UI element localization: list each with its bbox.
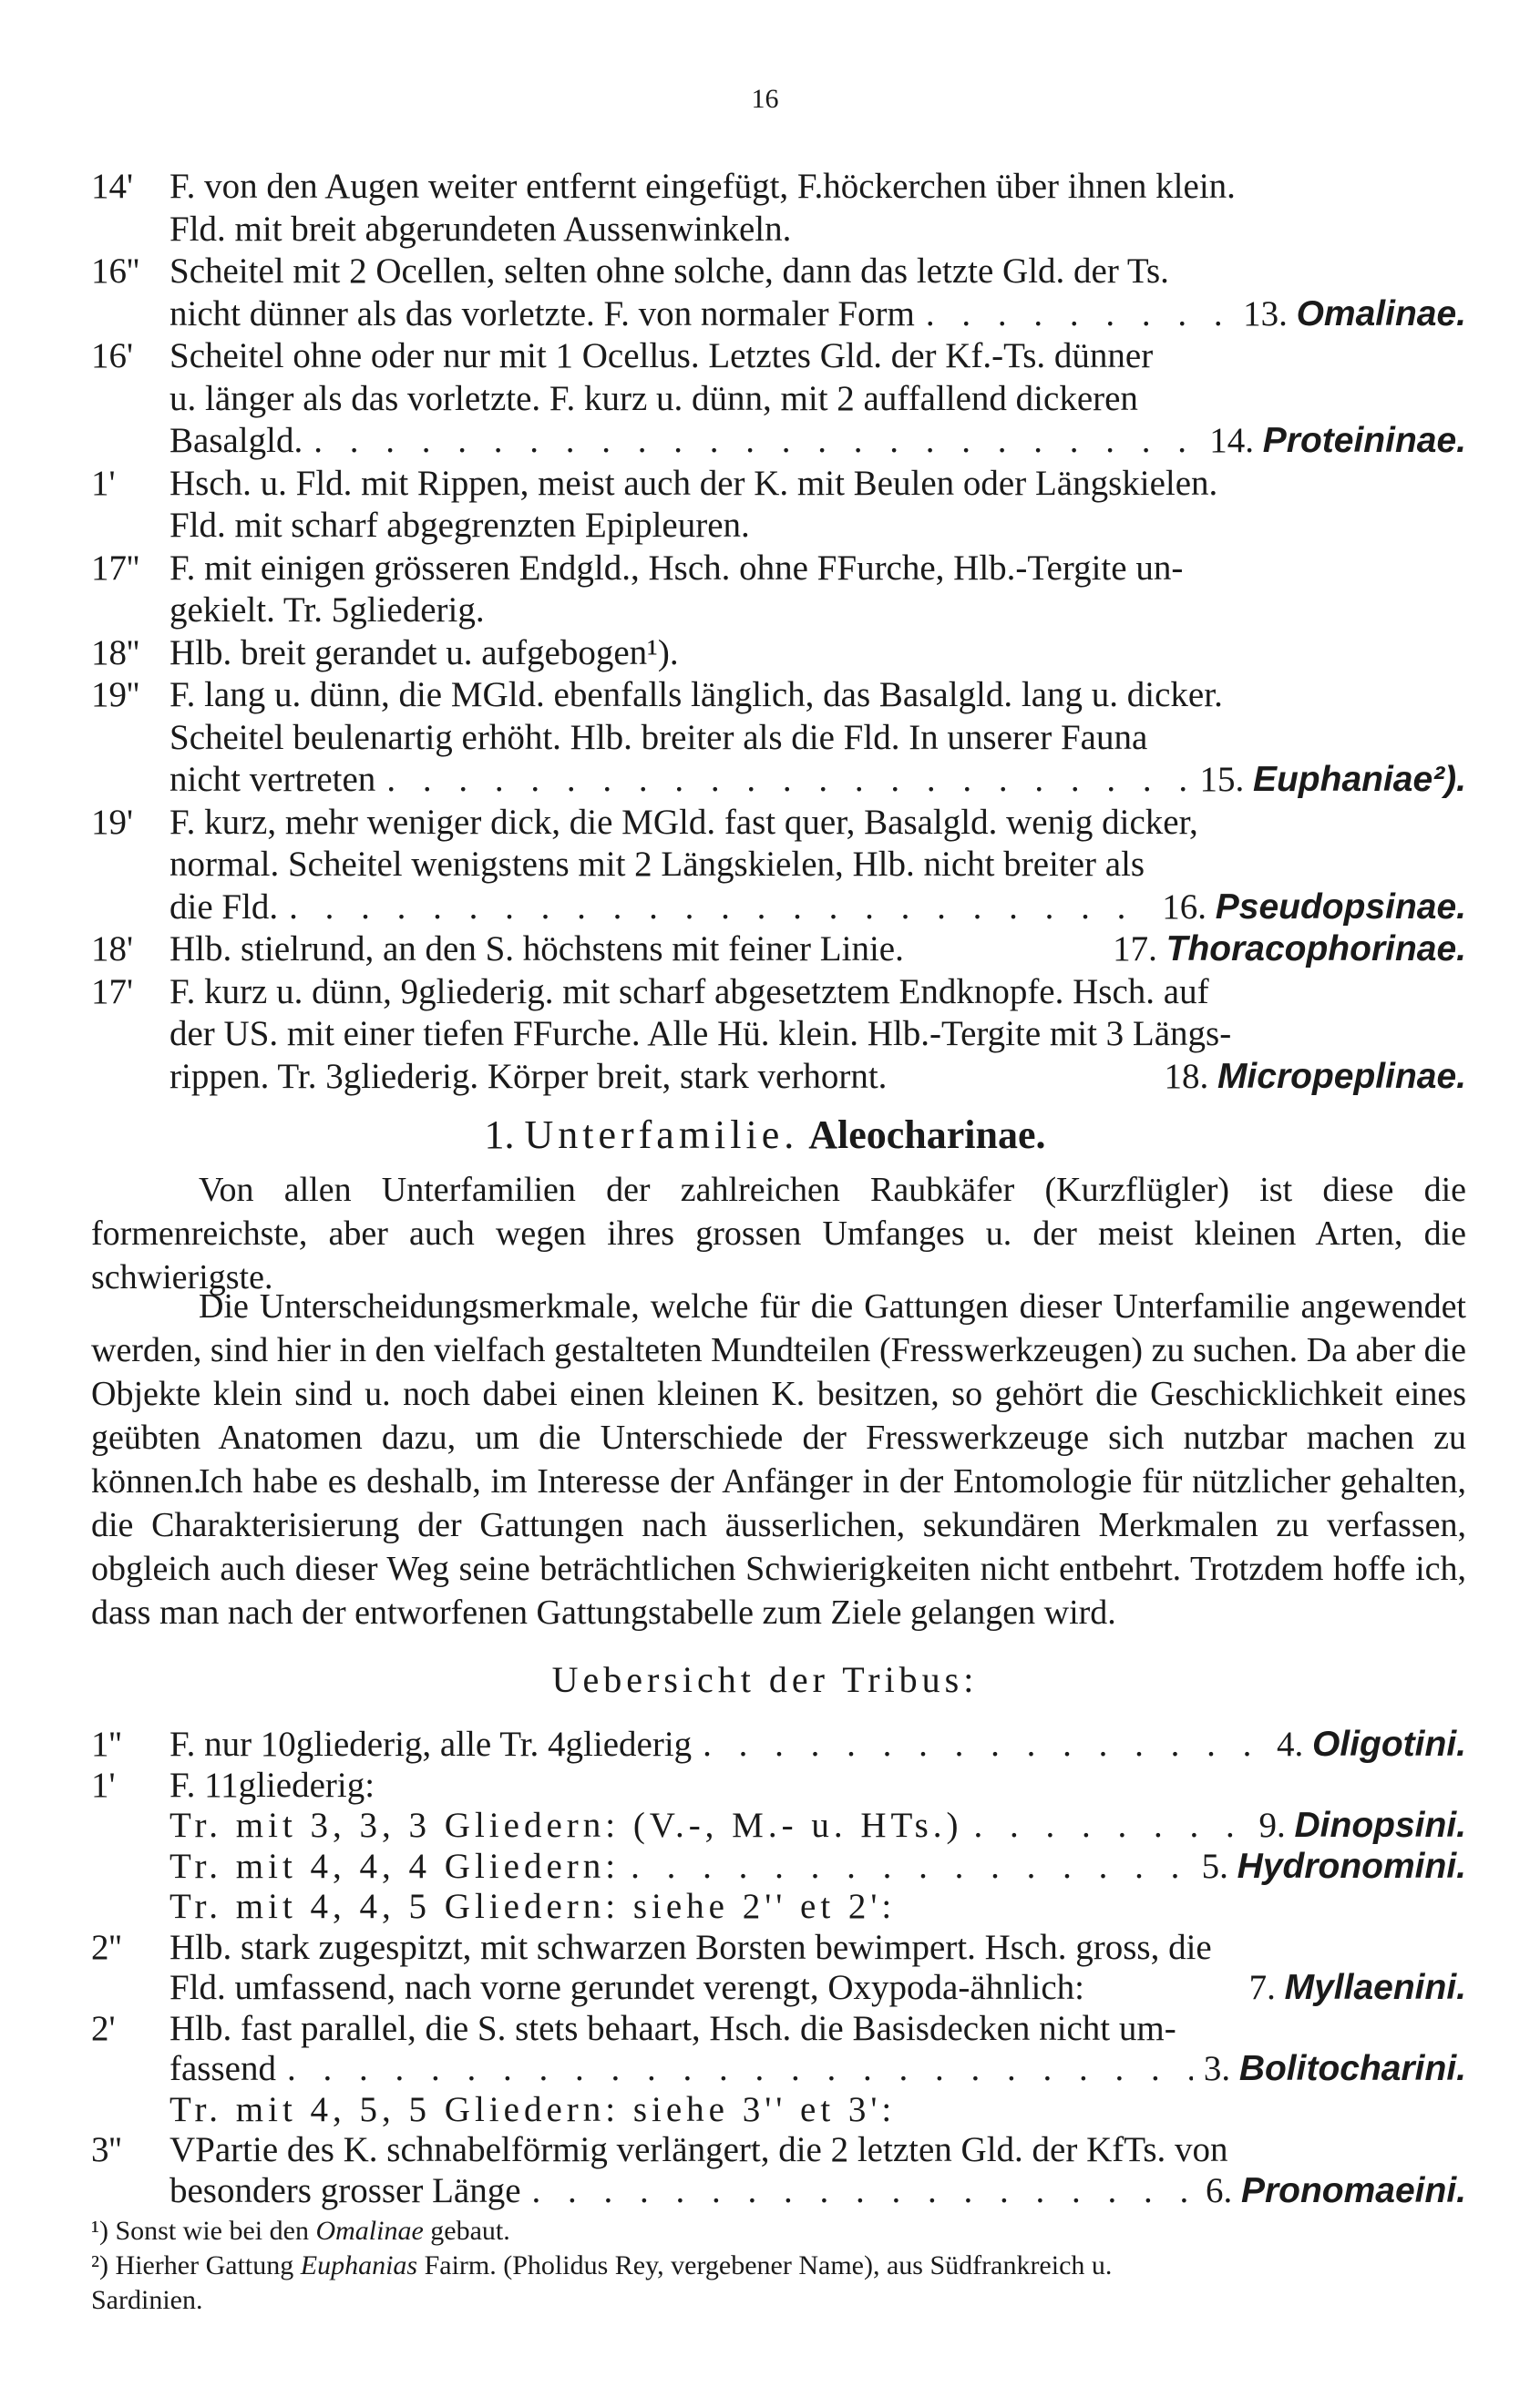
taxon-number: 13. (1243, 293, 1297, 333)
key-text: nicht vertreten (169, 760, 376, 799)
footnote-mark: ¹) (91, 2216, 116, 2246)
key-text: rippen. Tr. 3gliederig. Körper breit, stark verhornt. (169, 1056, 888, 1096)
key-text: Hlb. breit gerandet u. aufgebogen¹). (169, 632, 679, 672)
taxon-name: Pseudopsinae. (1215, 886, 1466, 927)
section-name: Aleocharinae. (808, 1112, 1046, 1157)
taxon-name: Euphaniae²). (1252, 760, 1466, 799)
key-text: Tr. mit 4, 4, 4 Gliedern: (169, 1846, 621, 1886)
taxon-name: Thoracophorinae. (1165, 929, 1466, 968)
key-number: 14' (91, 167, 134, 206)
taxon-name: Bolitocharini. (1238, 2049, 1466, 2088)
tribus-line (91, 2167, 1466, 2216)
taxon-number: 15. (1199, 760, 1253, 799)
leader-dots (532, 2167, 1195, 2216)
key-number: 16'' (91, 251, 140, 291)
footnote-text: Hierher Gattung (115, 2250, 301, 2280)
footnote-text: Sardinien. (91, 2285, 203, 2315)
overview-title: Uebersicht der Tribus: (551, 1659, 979, 1700)
key-number: 1' (91, 1765, 116, 1805)
key-text: Tr. mit 4, 4, 5 Gliedern: siehe 2'' et 2': (169, 1887, 897, 1926)
key-text: Hlb. stark zugespitzt, mit schwarzen Borsten bewimpert. Hsch. gross, die (169, 1927, 1212, 1967)
key-number: 17' (91, 971, 134, 1011)
key-text: F. von den Augen weiter entfernt eingefügt, F.höckerchen über ihnen klein. (169, 167, 1236, 206)
key-text: Basalgld. (169, 421, 303, 460)
key-text: der US. mit einer tiefen FFurche. Alle Hü. klein. Hlb.-Tergite mit 3 Längs- (169, 1014, 1232, 1053)
key-text: nicht dünner als das vorletzte. F. von normaler Form (169, 293, 915, 333)
taxon-number: 9. (1258, 1806, 1295, 1845)
key-text: die Fld. (169, 886, 279, 927)
key-text: Hlb. fast parallel, die S. stets behaart, Hsch. die Basisdecken nicht um- (169, 2008, 1176, 2048)
key-text: u. länger als das vorletzte. F. kurz u. dünn, mit 2 auffallend dickeren (169, 378, 1138, 418)
key-number: 3'' (91, 2130, 122, 2169)
taxon-number: 14. (1209, 421, 1263, 460)
key-text: Scheitel mit 2 Ocellen, selten ohne solche, dann das letzte Gld. der Ts. (169, 251, 1169, 291)
key-text: Scheitel beulenartig erhöht. Hlb. breiter als die Fld. In unserer Fauna (169, 717, 1148, 757)
section-number: 1. (484, 1112, 515, 1157)
key-text: Tr. mit 3, 3, 3 Gliedern: (V.-, M.- u. HTs.) (169, 1806, 963, 1845)
taxon-number: 3. (1203, 2049, 1239, 2088)
key-text: Fld. mit breit abgerundeten Aussenwinkeln. (169, 209, 792, 249)
key-text: normal. Scheitel wenigstens mit 2 Längskielen, Hlb. nicht breiter als (169, 845, 1145, 884)
key-number: 17'' (91, 548, 140, 588)
key-number: 19'' (91, 675, 140, 714)
key-number: 19' (91, 802, 134, 842)
key-text: gekielt. Tr. 5gliederig. (169, 590, 485, 630)
key-number: 1' (91, 463, 116, 503)
footnote-rest: Fairm. (Pholidus Rey, vergebener Name), aus Südfrankreich u. (424, 2250, 1113, 2280)
key-text: VPartie des K. schnabelförmig verlängert, die 2 letzten Gld. der KfTs. von (169, 2130, 1228, 2169)
taxon-name: Dinopsini. (1294, 1806, 1466, 1845)
key-text: Hlb. stielrund, an den S. höchstens mit feiner Linie. (169, 929, 904, 968)
key-number: 2'' (91, 1927, 122, 1967)
taxon-ref (1164, 1052, 1466, 1102)
footnote-taxon: Euphanias (300, 2250, 425, 2280)
paragraph-1: Von allen Unterfamilien der zahlreichen Raubkäfer (Kurzflügler) ist diese die formenreichste, aber auch wegen ihres grossen Umfanges u. der meist kleinen Arten, die schwierigste. (91, 1171, 1466, 1296)
taxon-number: 7. (1248, 1968, 1285, 2007)
key-text: Scheitel ohne oder nur mit 1 Ocellus. Letztes Gld. der Kf.-Ts. dünner (169, 336, 1154, 375)
taxon-number: 6. (1205, 2170, 1241, 2210)
key-number: 18' (91, 929, 134, 968)
paragraph-3: Ich habe es deshalb, im Interesse der Anfänger in der Entomologie für nützlicher gehalten, die Charakterisierung der Gattungen nach äusserlichen, sekundären Merkmalen zu verfassen, obgleich auch dieser Weg seine beträchtlichen Schwierigkeiten nicht entbehrt. Trotzdem hoffe ich, dass man nach der entworfenen Gattungstabelle zum Ziele gelangen wird. (91, 1462, 1466, 1632)
taxon-name: Hydronomini. (1237, 1846, 1466, 1886)
key-text: besonders grosser Länge (169, 2170, 521, 2210)
key-text: F. 11gliederig: (169, 1765, 375, 1805)
key-number: 16' (91, 336, 134, 375)
key-text: Fld. mit scharf abgegrenzten Epipleuren. (169, 506, 750, 545)
key-text: F. mit einigen grösseren Endgld., Hsch. ohne FFurche, Hlb.-Tergite un- (169, 548, 1184, 588)
taxon-number: 17. (1113, 929, 1166, 968)
taxon-name: Proteininae. (1262, 421, 1466, 460)
footnote-taxon: Omalinae (315, 2216, 431, 2246)
key-text: Fld. umfassend, nach vorne gerundet verengt, Oxypoda-ähnlich: (169, 1968, 1084, 2007)
key-text: Hsch. u. Fld. mit Rippen, meist auch der K. mit Beulen oder Längskielen. (169, 463, 1218, 503)
taxon-name: Oligotini. (1312, 1725, 1466, 1764)
taxon-number: 4. (1277, 1725, 1313, 1764)
footnote-text: Sonst wie bei den (115, 2216, 316, 2246)
section-heading (0, 1112, 1530, 1158)
taxon-number: 18. (1164, 1056, 1217, 1096)
footnote-mark: ²) (91, 2250, 116, 2280)
footnote (91, 2283, 1466, 2318)
key-text: F. lang u. dünn, die MGld. ebenfalls länglich, das Basalgld. lang u. dicker. (169, 675, 1223, 714)
key-line (91, 1052, 1466, 1102)
key-text: F. nur 10gliederig, alle Tr. 4gliederig (169, 1725, 693, 1764)
key-text: F. kurz, mehr weniger dick, die MGld. fast quer, Basalgld. wenig dicker, (169, 802, 1198, 842)
key-text: Tr. mit 4, 5, 5 Gliedern: siehe 3'' et 3': (169, 2089, 897, 2129)
taxon-number: 5. (1201, 1846, 1237, 1886)
key-text: F. kurz u. dünn, 9gliederig. mit scharf abgesetztem Endknopfe. Hsch. auf (169, 971, 1209, 1011)
page-number: 16 (751, 84, 779, 114)
key-number: 18'' (91, 632, 140, 672)
taxon-ref (1206, 2167, 1466, 2216)
key-number: 1'' (91, 1725, 122, 1764)
footnote (91, 2214, 1466, 2249)
footnote-rest: gebaut. (430, 2216, 510, 2246)
taxon-name: Micropeplinae. (1217, 1056, 1466, 1096)
taxon-number: 16. (1162, 886, 1216, 927)
key-text: fassend (169, 2049, 276, 2088)
section-label: Unterfamilie. (524, 1112, 799, 1157)
footnote (91, 2249, 1466, 2283)
key-number: 2' (91, 2008, 116, 2048)
taxon-name: Myllaenini. (1284, 1968, 1466, 2007)
taxon-name: Pronomaeini. (1240, 2170, 1466, 2210)
taxon-name: Omalinae. (1296, 293, 1466, 333)
paragraph-2: Die Unterscheidungsmerkmale, welche für die Gattungen dieser Unterfamilie angewendet werden, sind hier in den vielfach gestalteten Mundteilen (Fresswerkzeugen) zu suchen. Da aber die Objekte klein sind u. noch dabei einen kleinen K. besitzen, so gehört die Geschicklichkeit eines geübten Anatomen dazu, um die Unterschiede der Fresswerkzeuge sich nutzbar machen zu können. (91, 1287, 1466, 1501)
